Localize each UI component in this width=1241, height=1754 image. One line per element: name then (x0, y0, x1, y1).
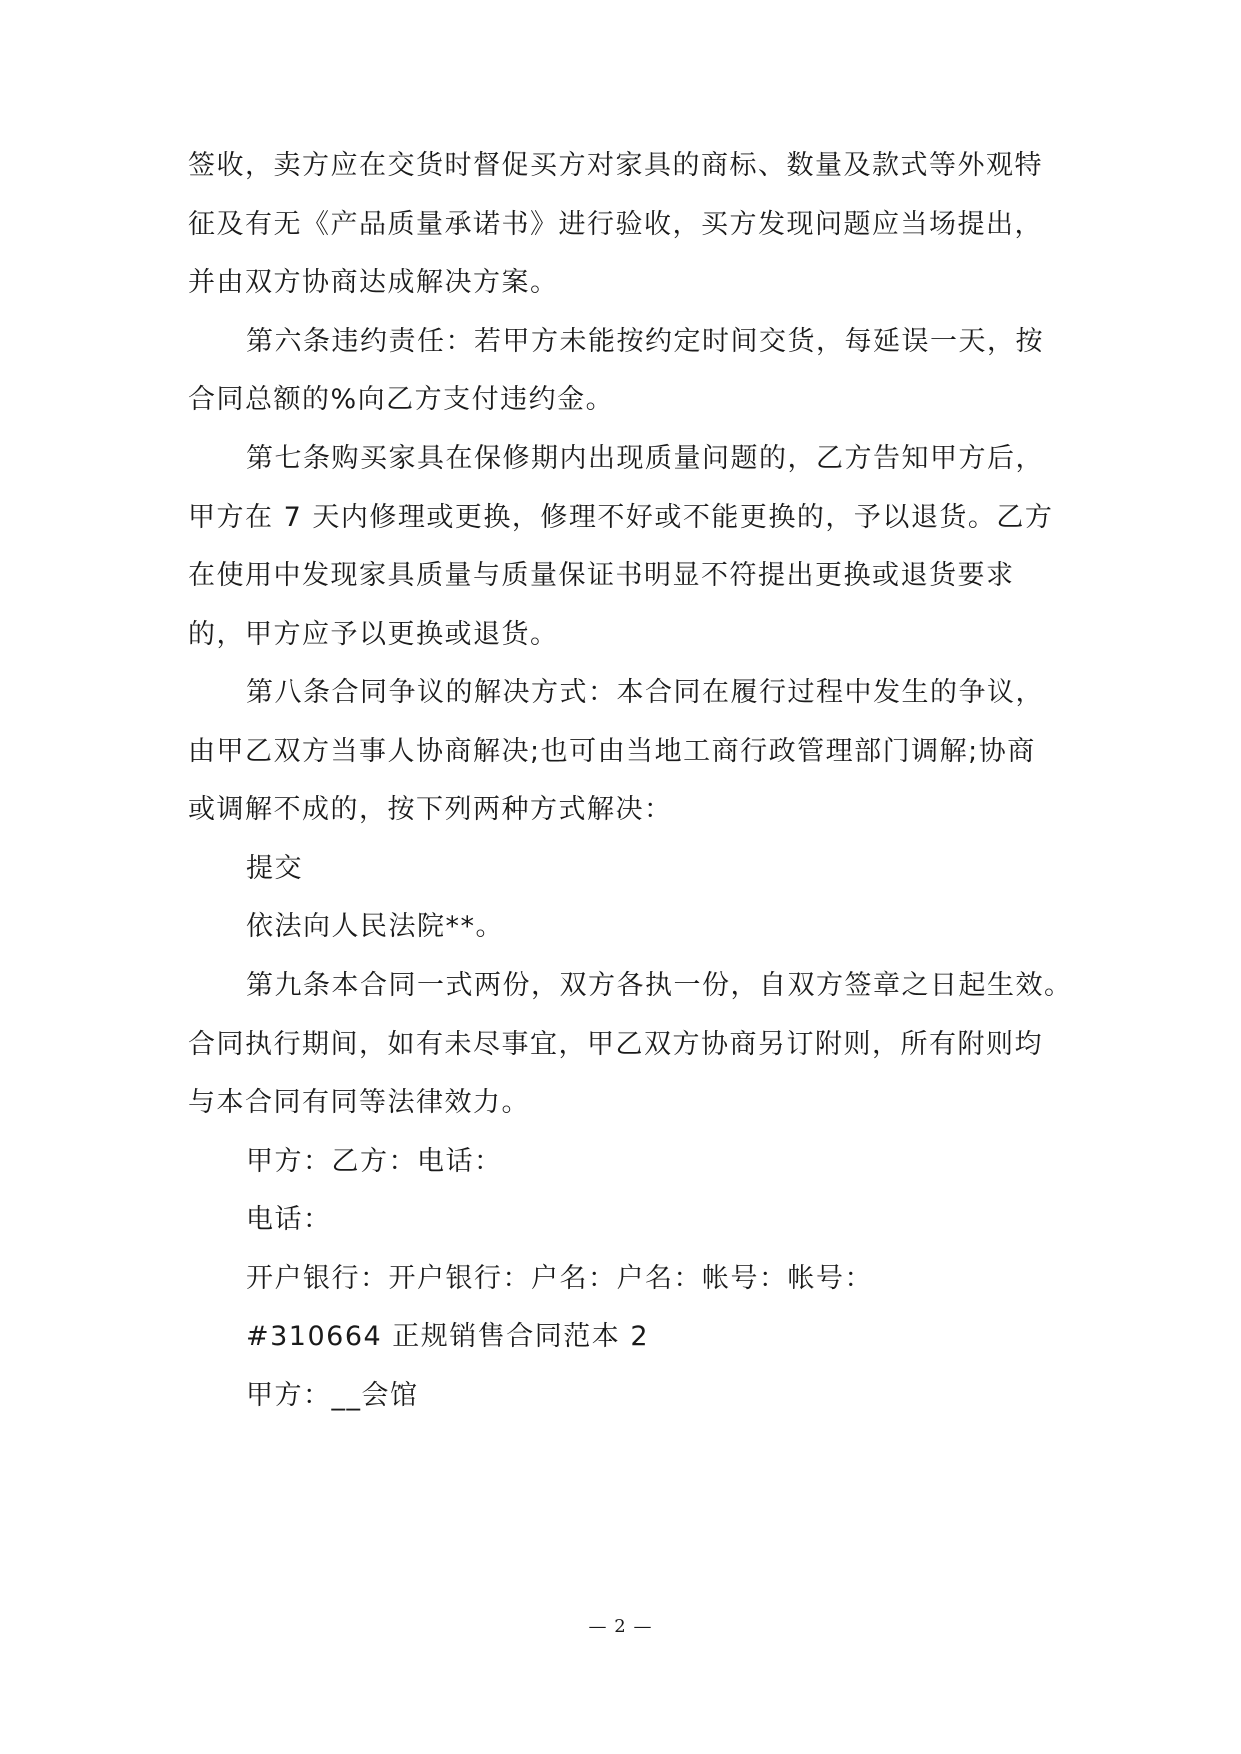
paragraph-first-line: 第六条违约责任：若甲方未能按约定时间交货，每延误一天，按 (246, 326, 1044, 357)
text-line: 征及有无《产品质量承诺书》进行验收，买方发现问题应当场提出， (188, 209, 1043, 240)
text-line: 并由双方协商达成解决方案。 (188, 267, 559, 298)
party-line: 甲方：__会馆 (246, 1380, 419, 1411)
text-line: 或调解不成的，按下列两种方式解决： (188, 794, 673, 825)
paragraph-first-line: 第七条购买家具在保修期内出现质量问题的，乙方告知甲方后， (246, 443, 1044, 474)
text-line: 与本合同有同等法律效力。 (188, 1087, 530, 1118)
text-line: 签收，卖方应在交货时督促买方对家具的商标、数量及款式等外观特 (188, 150, 1043, 181)
page-number: — 2 — (588, 1616, 653, 1637)
text-line: 由甲乙双方当事人协商解决;也可由当地工商行政管理部门调解;协商 (188, 736, 1036, 767)
paragraph-first-line: 提交 (246, 853, 303, 884)
signature-line: 甲方：乙方：电话： (246, 1146, 503, 1177)
signature-line: 电话： (246, 1204, 332, 1235)
text-line: 合同执行期间，如有未尽事宜，甲乙双方协商另订附则，所有附则均 (188, 1029, 1043, 1060)
paragraph-first-line: 第九条本合同一式两份，双方各执一份，自双方签章之日起生效。 (246, 970, 1073, 1001)
section-heading: #310664 正规销售合同范本 2 (246, 1321, 650, 1352)
paragraph-first-line: 依法向人民法院**。 (246, 911, 504, 942)
text-line: 合同总额的%向乙方支付违约金。 (188, 384, 615, 415)
text-line: 的，甲方应予以更换或退货。 (188, 619, 559, 650)
bank-info-line: 开户银行：开户银行：户名：户名：帐号：帐号： (246, 1263, 873, 1294)
paragraph-first-line: 第八条合同争议的解决方式：本合同在履行过程中发生的争议， (246, 677, 1044, 708)
text-line: 甲方在 7 天内修理或更换，修理不好或不能更换的，予以退货。乙方 (188, 502, 1054, 533)
text-line: 在使用中发现家具质量与质量保证书明显不符提出更换或退货要求 (188, 560, 1015, 591)
